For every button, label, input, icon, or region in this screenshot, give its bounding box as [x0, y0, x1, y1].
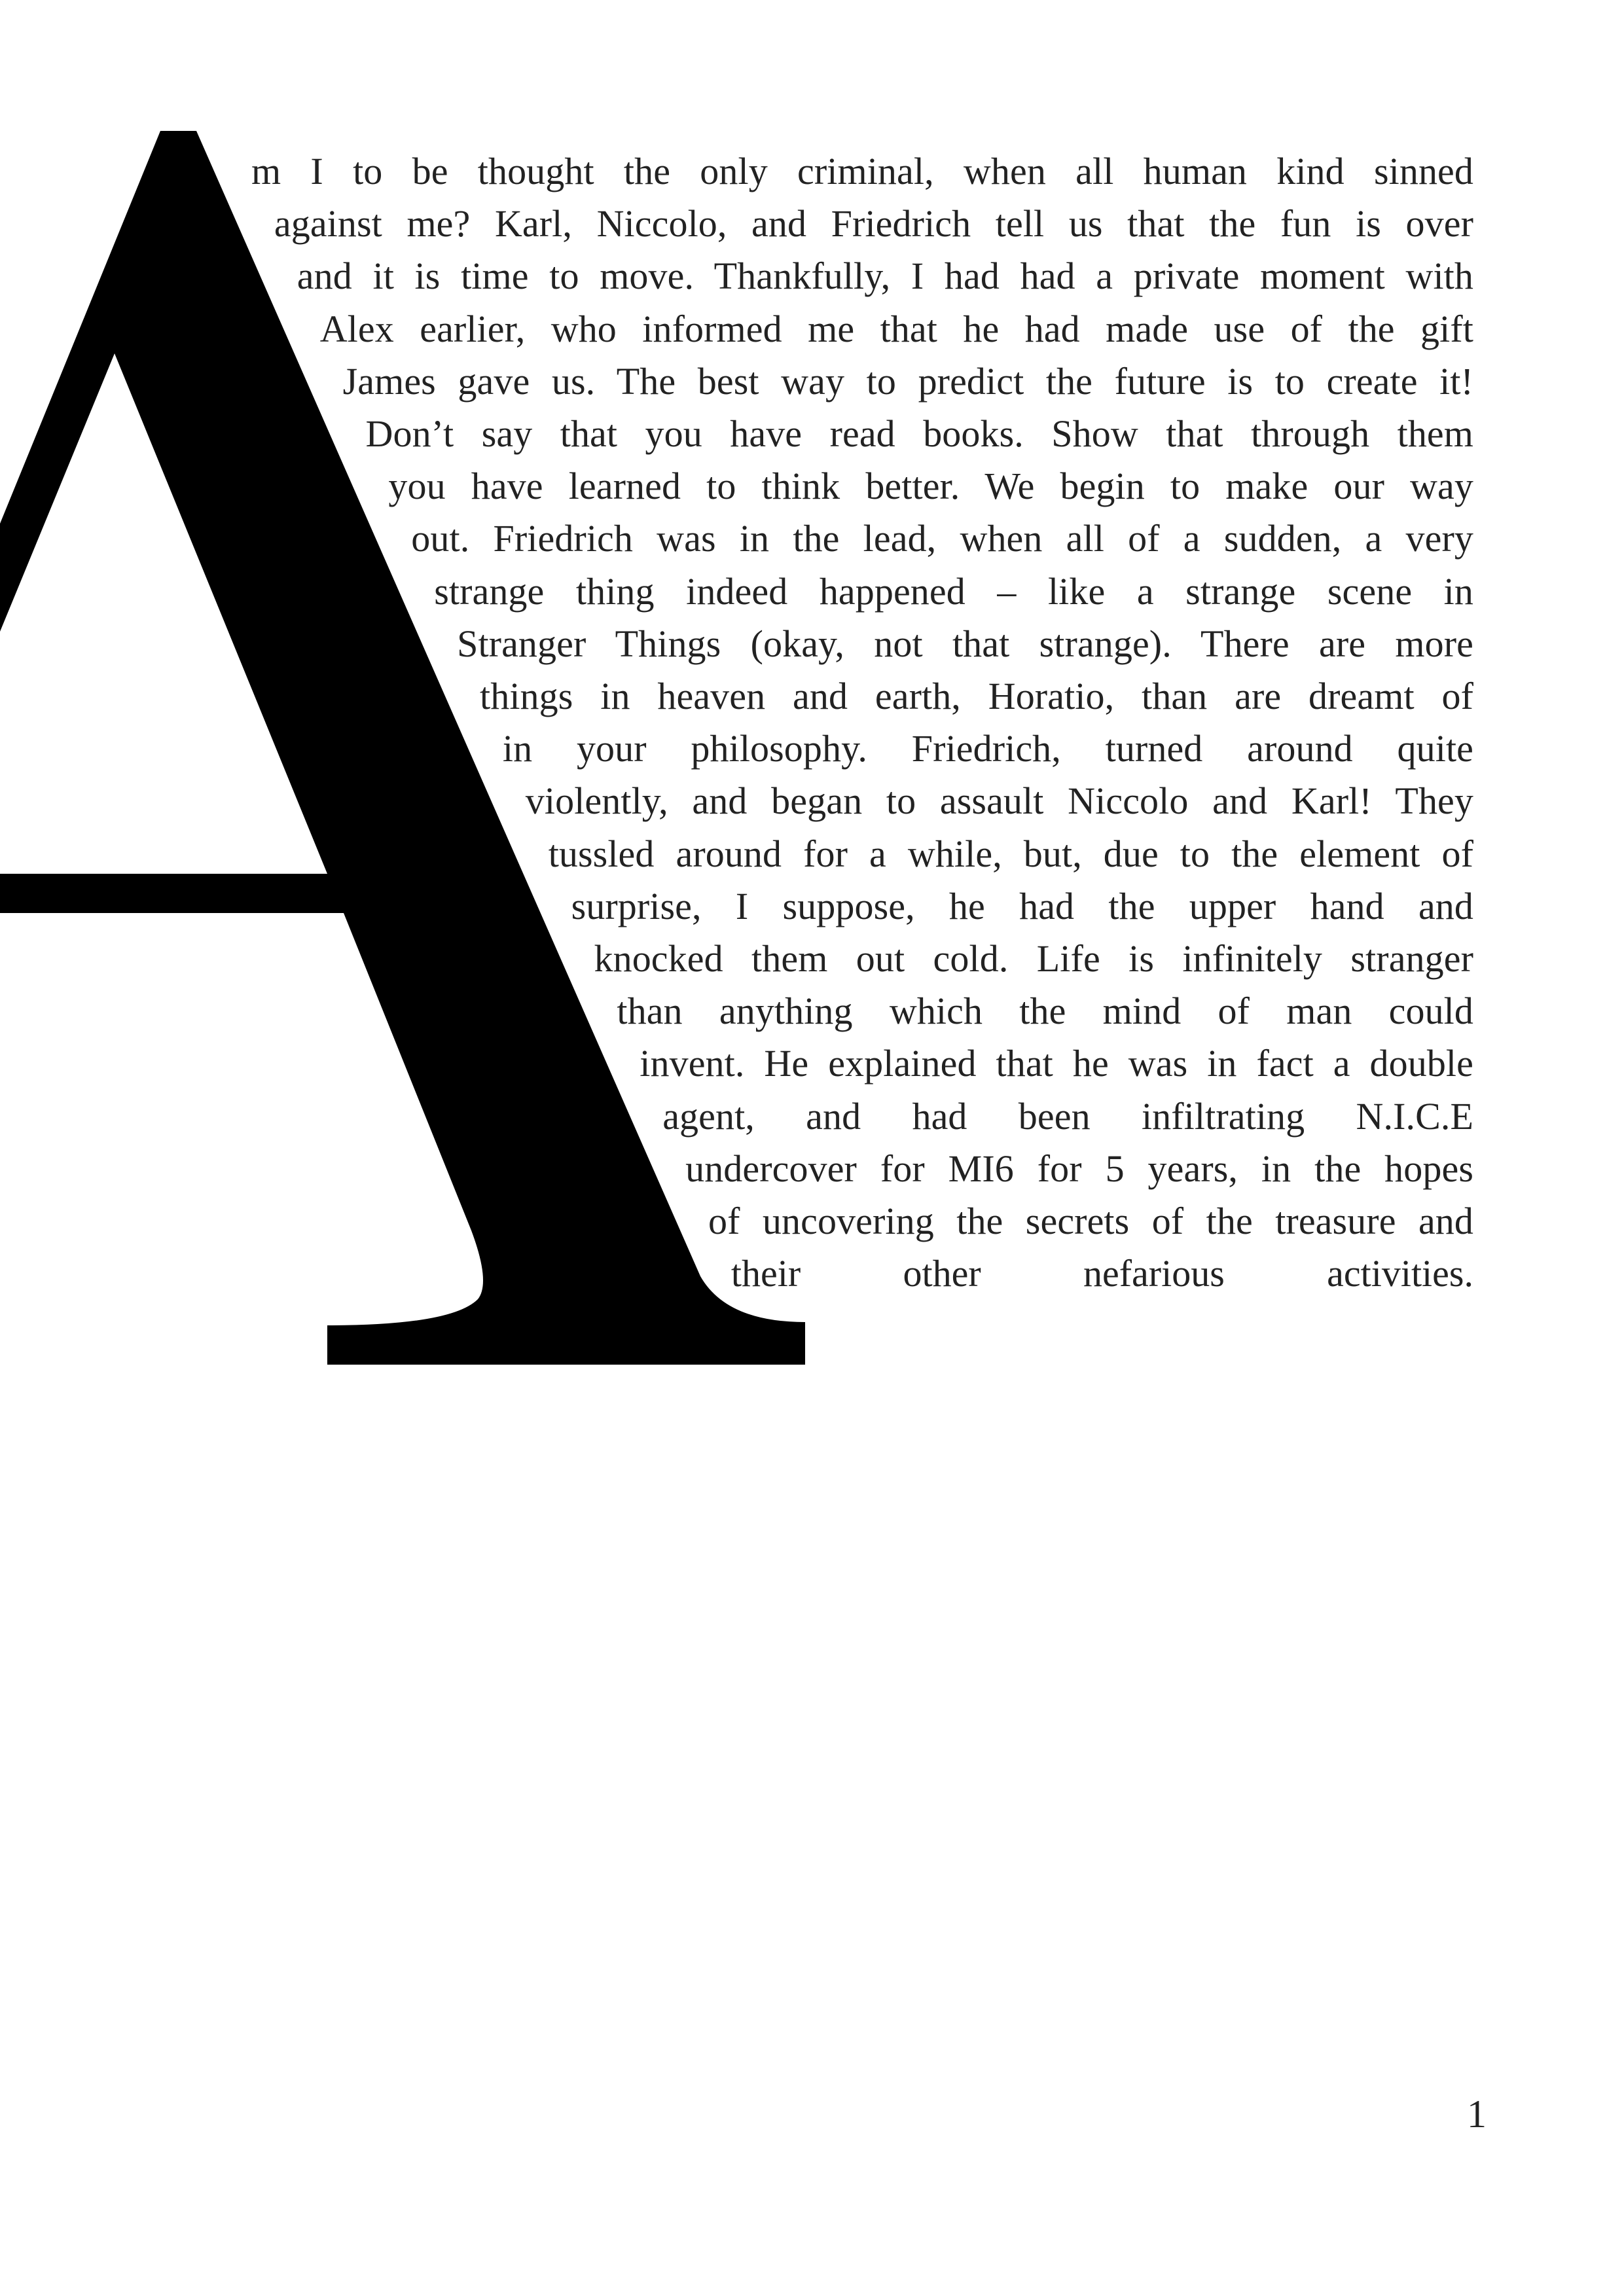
text-line: knocked them out cold. Life is infinitely stranger [594, 937, 1473, 980]
text-line: Stranger Things (okay, not that strange). There are more [457, 622, 1473, 665]
text-line: out. Friedrich was in the lead, when all of a sudden, a very [411, 517, 1473, 560]
text-line: of uncovering the secrets of the treasure and [708, 1200, 1473, 1242]
text-line: than anything which the mind of man could [617, 990, 1473, 1033]
text-line: m I to be thought the only criminal, when all human kind sinned [251, 150, 1473, 192]
text-line: their other nefarious activities. [731, 1252, 1473, 1295]
text-line: undercover for MI6 for 5 years, in the hopes [685, 1147, 1473, 1190]
text-line: invent. He explained that he was in fact a double [640, 1042, 1473, 1085]
text-line: against me? Karl, Niccolo, and Friedrich tell us that the fun is over [274, 202, 1473, 245]
text-line: agent, and had been infiltrating N.I.C.E [662, 1094, 1473, 1138]
text-line: James gave us. The best way to predict the future is to create it! [342, 359, 1473, 403]
text-line: in your philosophy. Friedrich, turned around quite [502, 727, 1473, 770]
text-line: violently, and began to assault Niccolo and Karl! They [525, 780, 1473, 823]
text-line: and it is time to move. Thankfully, I had had a private moment with [297, 255, 1473, 298]
text-line: surprise, I suppose, he had the upper hand and [571, 884, 1473, 927]
text-line: Alex earlier, who informed me that he had made use of the gift [319, 307, 1473, 350]
text-line: tussled around for a while, but, due to the element of [548, 832, 1473, 875]
text-line: things in heaven and earth, Horatio, than are dreamt of [480, 675, 1473, 717]
text-line: you have learned to think better. We begin to make our way [388, 465, 1473, 508]
text-line: strange thing indeed happened – like a strange scene in [434, 569, 1473, 613]
page-number: 1 [1467, 2092, 1487, 2136]
text-line: Don’t say that you have read books. Show that through them [365, 412, 1473, 455]
